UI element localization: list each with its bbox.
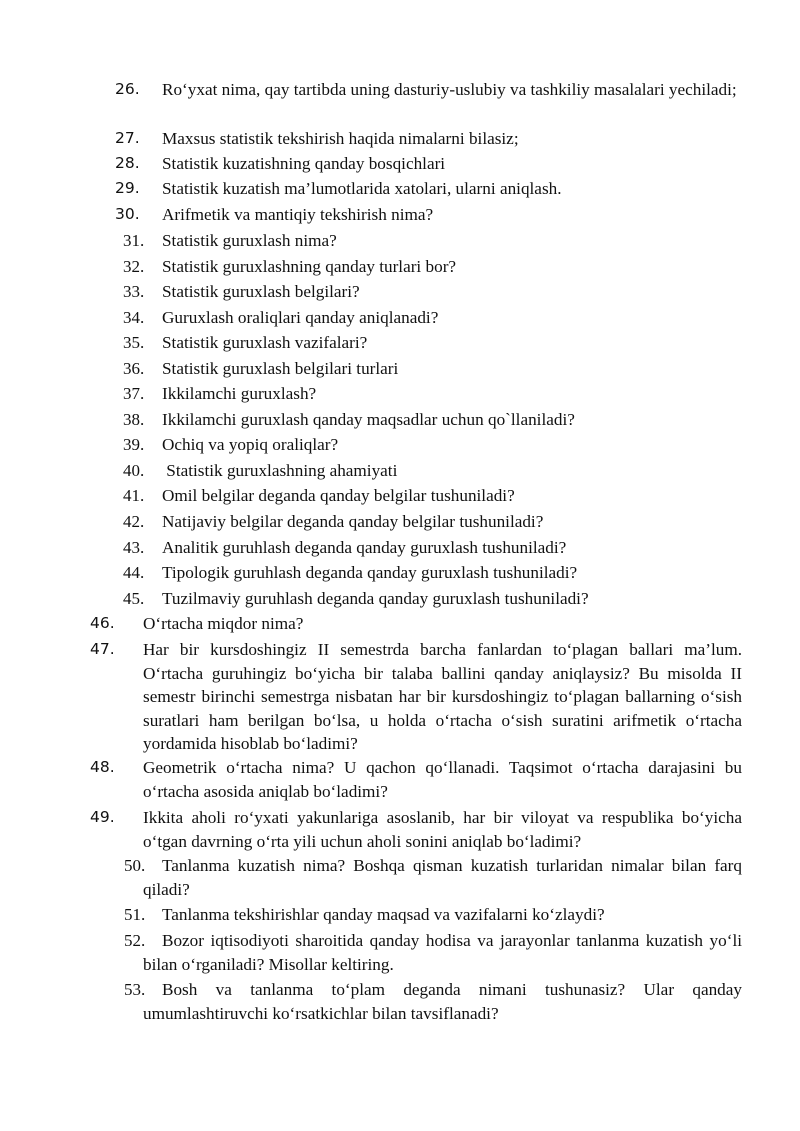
item-number: 53. bbox=[124, 980, 146, 999]
list-item bbox=[123, 510, 743, 534]
item-text: Arifmetik va mantiqiy tekshirish nima? bbox=[162, 205, 434, 224]
item-text: Statistik kuzatish ma’lumotlarida xatolari, ularni aniqlash. bbox=[162, 179, 562, 198]
item-number: 27. bbox=[115, 129, 140, 147]
list-item bbox=[123, 280, 743, 304]
item-text: Statistik guruxlashning ahamiyati bbox=[162, 461, 398, 480]
item-number: 38. bbox=[123, 410, 145, 429]
item-text: Statistik guruxlash nima? bbox=[162, 231, 337, 250]
item-text: Statistik kuzatishning qanday bosqichlari bbox=[162, 154, 446, 173]
list-item bbox=[115, 152, 743, 176]
item-number: 31. bbox=[123, 231, 145, 250]
list-item bbox=[124, 903, 742, 927]
list-item bbox=[115, 177, 743, 201]
list-item bbox=[123, 484, 743, 508]
list-item bbox=[123, 255, 743, 279]
item-number: 42. bbox=[123, 512, 145, 531]
list-item bbox=[124, 929, 742, 976]
item-number: 46. bbox=[90, 614, 115, 632]
list-item bbox=[123, 306, 743, 330]
list-item bbox=[123, 382, 743, 406]
item-number: 51. bbox=[124, 905, 146, 924]
list-item bbox=[124, 854, 742, 901]
item-text: Omil belgilar deganda qanday belgilar tushuniladi? bbox=[162, 486, 515, 505]
item-text: Geometrik o‘rtacha nima? U qachon qo‘llanadi. Taqsimot o‘rtacha darajasini bu o‘rtacha asosida aniqlab bo‘ladimi? bbox=[143, 758, 742, 801]
item-text: Maxsus statistik tekshirish haqida nimalarni bilasiz; bbox=[162, 129, 519, 148]
item-number: 30. bbox=[115, 205, 140, 223]
item-text: Ikkilamchi guruxlash? bbox=[162, 384, 317, 403]
item-number: 39. bbox=[123, 435, 145, 454]
item-number: 32. bbox=[123, 257, 145, 276]
item-text: Bozor iqtisodiyoti sharoitida qanday hodisa va jarayonlar tanlanma kuzatish yo‘li bilan o‘rganiladi? Misollar keltiring. bbox=[143, 931, 742, 974]
item-number: 36. bbox=[123, 359, 145, 378]
item-text: Bosh va tanlanma to‘plam deganda nimani tushunasiz? Ular qanday umumlashtiruvchi ko‘rsatkichlar bilan tavsiflanadi? bbox=[143, 980, 742, 1023]
item-number: 43. bbox=[123, 538, 145, 557]
item-number: 49. bbox=[90, 808, 115, 826]
item-text: Natijaviy belgilar deganda qanday belgilar tushuniladi? bbox=[162, 512, 544, 531]
list-item bbox=[123, 536, 743, 560]
item-number: 29. bbox=[115, 179, 140, 197]
list-item bbox=[124, 978, 742, 1025]
item-number: 37. bbox=[123, 384, 145, 403]
list-item bbox=[90, 756, 742, 803]
item-text: Guruxlash oraliqlari qanday aniqlanadi? bbox=[162, 308, 439, 327]
item-number: 34. bbox=[123, 308, 145, 327]
item-number: 50. bbox=[124, 856, 146, 875]
list-item bbox=[123, 587, 743, 611]
list-item bbox=[115, 78, 743, 102]
item-text: Ro‘yxat nima, qay tartibda uning dasturiy-uslubiy va tashkiliy masalalari yechiladi; bbox=[162, 80, 737, 99]
item-number: 44. bbox=[123, 563, 145, 582]
item-text: Har bir kursdoshingiz II semestrda barcha fanlardan to‘plagan ballari ma’lum. O‘rtacha guruhingiz bo‘yicha bir talaba ballini qanday aniqlaysiz? Bu misolda II semestr birinchi semestrga nisbatan har bir kursdoshingiz to‘plagan ballarning o‘sish suratlari ham berilgan bo‘lsa, u holda o‘rtacha o‘sish suratini arifmetik o‘rtacha yordamida hisoblab bo‘ladimi? bbox=[143, 640, 742, 753]
item-text: Analitik guruhlash deganda qanday guruxlash tushuniladi? bbox=[162, 538, 567, 557]
item-text: Statistik guruxlash belgilari? bbox=[162, 282, 360, 301]
item-text: Statistik guruxlash vazifalari? bbox=[162, 333, 368, 352]
item-text: Ikkilamchi guruxlash qanday maqsadlar uchun qo`llaniladi? bbox=[162, 410, 575, 429]
item-number: 45. bbox=[123, 589, 145, 608]
item-number: 40. bbox=[123, 461, 145, 480]
list-item bbox=[115, 203, 743, 227]
list-item bbox=[123, 408, 743, 432]
item-number: 41. bbox=[123, 486, 145, 505]
item-number: 47. bbox=[90, 640, 115, 658]
list-item bbox=[123, 459, 743, 483]
item-number: 48. bbox=[90, 758, 115, 776]
item-text: O‘rtacha miqdor nima? bbox=[143, 614, 304, 633]
list-item bbox=[90, 806, 742, 853]
list-item bbox=[115, 127, 743, 151]
item-text: Ikkita aholi ro‘yxati yakunlariga asoslanib, har bir viloyat va respublika bo‘yicha o‘tgan davrning o‘rta yili uchun aholi sonini aniqlab bo‘ladimi? bbox=[143, 808, 742, 851]
list-item bbox=[123, 433, 743, 457]
item-text: Statistik guruxlash belgilari turlari bbox=[162, 359, 399, 378]
item-number: 52. bbox=[124, 931, 146, 950]
item-text: Tuzilmaviy guruhlash deganda qanday guruxlash tushuniladi? bbox=[162, 589, 589, 608]
item-text: Ochiq va yopiq oraliqlar? bbox=[162, 435, 339, 454]
item-number: 28. bbox=[115, 154, 140, 172]
list-item bbox=[123, 229, 743, 253]
list-item bbox=[123, 561, 743, 585]
list-item bbox=[123, 331, 743, 355]
item-number: 26. bbox=[115, 80, 140, 98]
item-text: Tanlanma kuzatish nima? Boshqa qisman kuzatish turlaridan nimalar bilan farq qiladi? bbox=[143, 856, 742, 899]
list-item bbox=[90, 612, 742, 636]
item-text: Tipologik guruhlash deganda qanday guruxlash tushuniladi? bbox=[162, 563, 578, 582]
list-item bbox=[123, 357, 743, 381]
item-number: 35. bbox=[123, 333, 145, 352]
item-text: Tanlanma tekshirishlar qanday maqsad va vazifalarni ko‘zlaydi? bbox=[162, 905, 605, 924]
list-item bbox=[90, 638, 742, 756]
item-number: 33. bbox=[123, 282, 145, 301]
item-text: Statistik guruxlashning qanday turlari bor? bbox=[162, 257, 457, 276]
